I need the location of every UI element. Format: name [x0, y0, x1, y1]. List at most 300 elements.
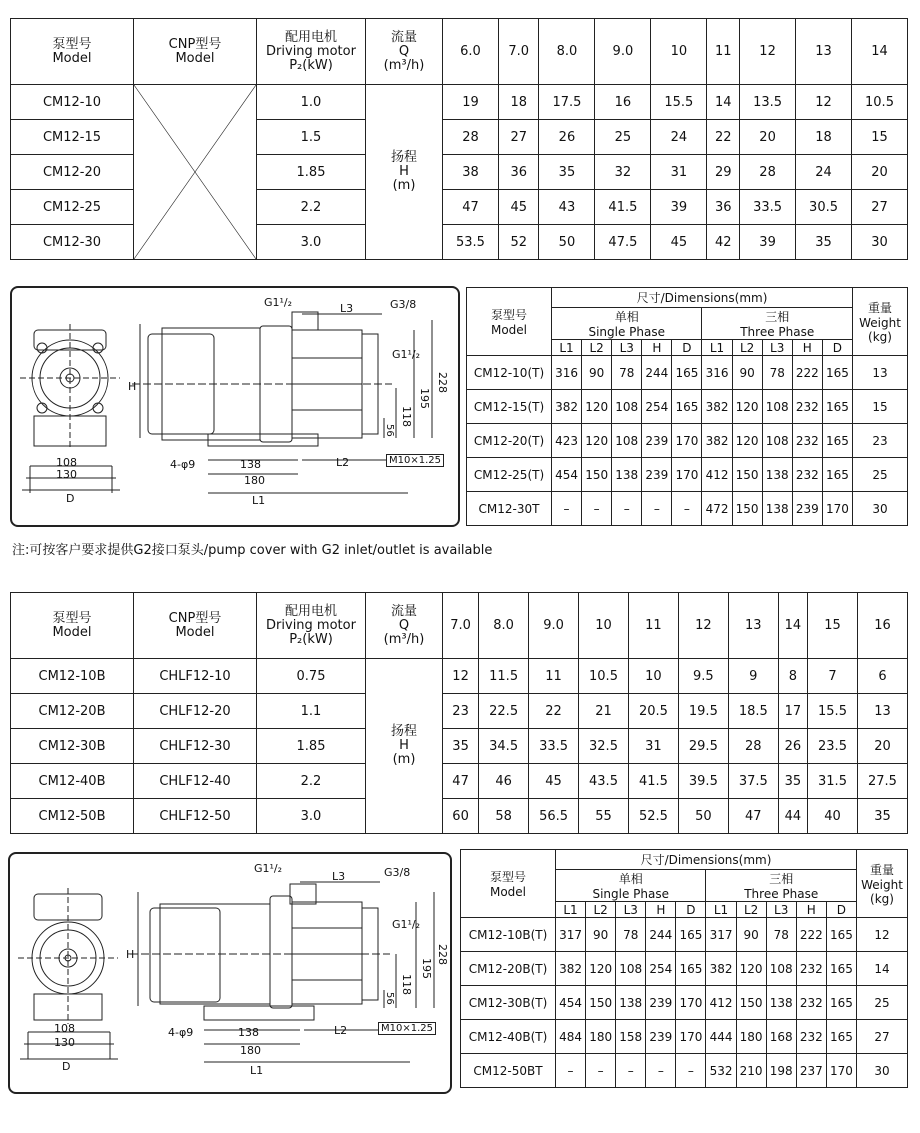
table-row	[467, 458, 908, 492]
head-value: 15	[852, 120, 908, 155]
head-value: 20	[852, 155, 908, 190]
dim-value: 150	[582, 458, 612, 492]
table-row	[467, 390, 908, 424]
head-value: 24	[651, 120, 707, 155]
dim-value: 78	[766, 918, 796, 952]
dim-value: 382	[702, 390, 732, 424]
table-row	[11, 764, 908, 799]
head-value: 45	[529, 764, 579, 799]
cross-out-mark	[134, 85, 256, 259]
flow-value: 12	[740, 19, 796, 85]
dim-value: 254	[646, 952, 676, 986]
dim-value: 170	[826, 1054, 856, 1088]
dim-model: CM12-25(T)	[467, 458, 552, 492]
col-l3: L3	[762, 340, 792, 356]
label-d: D	[62, 1060, 71, 1073]
head-value: 41.5	[595, 190, 651, 225]
head-value: 22	[707, 120, 740, 155]
dim-value: 150	[732, 458, 762, 492]
label-phi9: 4-φ9	[168, 1026, 194, 1039]
power-cell: 2.2	[257, 190, 366, 225]
dim-value: 120	[582, 424, 612, 458]
dim-value: 382	[556, 952, 586, 986]
flow-value: 11	[707, 19, 740, 85]
head-value: 27	[498, 120, 539, 155]
head-value: 29	[707, 155, 740, 190]
head-value: 34.5	[479, 729, 529, 764]
cnp-cell: CHLF12-10	[134, 659, 257, 694]
dim-value: 165	[826, 952, 856, 986]
label-h: H	[126, 948, 135, 961]
model-header: 泵型号 Model	[11, 19, 134, 85]
weight-value: 14	[857, 952, 908, 986]
model-cell: CM12-15	[11, 120, 134, 155]
dim-model: CM12-10(T)	[467, 356, 552, 390]
col-d: D	[676, 902, 706, 918]
model-cell: CM12-25	[11, 190, 134, 225]
dim-value: 150	[732, 492, 762, 526]
head-value: 37.5	[728, 764, 778, 799]
col-d: D	[822, 340, 852, 356]
dim-model: CM12-10B(T)	[461, 918, 556, 952]
dim-value: 170	[676, 986, 706, 1020]
label-130: 130	[54, 1036, 75, 1049]
dim-value: 239	[792, 492, 822, 526]
weight-value: 15	[853, 390, 908, 424]
dim-value: 170	[672, 458, 702, 492]
table-row	[11, 799, 908, 834]
cnp-cell: CHLF12-20	[134, 694, 257, 729]
dim-value: 158	[616, 1020, 646, 1054]
label-228: 228	[436, 944, 449, 965]
dim-value: 170	[822, 492, 852, 526]
col-h: H	[796, 902, 826, 918]
head-label: 扬程 H (m)	[366, 85, 443, 260]
weight-value: 27	[857, 1020, 908, 1054]
head-value: 47	[728, 799, 778, 834]
dim-value: –	[676, 1054, 706, 1088]
dim-value: 165	[822, 390, 852, 424]
flow-header: 流量 Q (m³/h)	[366, 19, 443, 85]
dim-value: 108	[762, 424, 792, 458]
dim-model-header: 泵型号 Model	[461, 850, 556, 918]
dim-value: 239	[642, 458, 672, 492]
head-value: 27.5	[857, 764, 907, 799]
head-value: 39.5	[678, 764, 728, 799]
cnp-header: CNP型号 Model	[134, 593, 257, 659]
dim-value: 120	[582, 390, 612, 424]
dim-value: 165	[826, 986, 856, 1020]
head-value: 46	[479, 764, 529, 799]
dim-value: –	[586, 1054, 616, 1088]
label-h: H	[128, 380, 137, 393]
label-l2: L2	[334, 1024, 348, 1037]
dimensions-header: 尺寸/Dimensions(mm)	[556, 850, 857, 870]
dim-value: 138	[612, 458, 642, 492]
dim-value: 108	[612, 390, 642, 424]
weight-header: 重量 Weight (kg)	[857, 850, 908, 918]
motor-header: 配用电机 Driving motor P₂(kW)	[257, 593, 366, 659]
power-cell: 3.0	[257, 799, 366, 834]
dim-value: –	[672, 492, 702, 526]
head-value: 7	[808, 659, 858, 694]
note-text: 注:可按客户要求提供G2接口泵头/pump cover with G2 inlet/outlet is available	[12, 543, 493, 558]
label-138: 138	[240, 458, 261, 471]
label-g38: G3/8	[384, 866, 411, 879]
dim-value: 120	[586, 952, 616, 986]
head-value: 52	[498, 225, 539, 260]
head-value: 24	[796, 155, 852, 190]
table-row	[11, 85, 908, 120]
label-56: 56	[384, 992, 395, 1005]
col-l2: L2	[586, 902, 616, 918]
table-row	[461, 1054, 908, 1088]
head-value: 8	[778, 659, 807, 694]
cnp-cell: CHLF12-30	[134, 729, 257, 764]
pump-outline-drawing	[10, 854, 450, 1092]
label-g1b: G1¹/₂	[392, 918, 421, 931]
table-row	[461, 918, 908, 952]
dim-value: 165	[672, 356, 702, 390]
single-phase-header: 单相 Single Phase	[556, 870, 706, 902]
table-row	[11, 694, 908, 729]
head-value: 15.5	[651, 85, 707, 120]
dim-value: –	[616, 1054, 646, 1088]
dim-model: CM12-20B(T)	[461, 952, 556, 986]
head-value: 23.5	[808, 729, 858, 764]
flow-value: 14	[778, 593, 807, 659]
head-value: 47	[443, 190, 499, 225]
flow-value: 11	[628, 593, 678, 659]
motor-header: 配用电机 Driving motor P₂(kW)	[257, 19, 366, 85]
head-value: 21	[579, 694, 629, 729]
dim-value: 222	[792, 356, 822, 390]
dim-value: 198	[766, 1054, 796, 1088]
flow-value: 8.0	[539, 19, 595, 85]
table-row	[461, 952, 908, 986]
head-value: 18	[796, 120, 852, 155]
dim-value: 484	[556, 1020, 586, 1054]
dim-value: 170	[672, 424, 702, 458]
power-cell: 0.75	[257, 659, 366, 694]
table-row	[461, 986, 908, 1020]
head-value: 12	[796, 85, 852, 120]
table-row	[461, 1020, 908, 1054]
head-value: 10.5	[852, 85, 908, 120]
dim-value: –	[612, 492, 642, 526]
flow-value: 14	[852, 19, 908, 85]
dim-value: 165	[822, 356, 852, 390]
cnp-cell: CHLF12-50	[134, 799, 257, 834]
col-l1: L1	[552, 340, 582, 356]
dim-model: CM12-30B(T)	[461, 986, 556, 1020]
dim-value: 472	[702, 492, 732, 526]
table-row	[467, 356, 908, 390]
label-d: D	[66, 492, 75, 505]
model-cell: CM12-40B	[11, 764, 134, 799]
dim-value: 237	[796, 1054, 826, 1088]
head-value: 27	[852, 190, 908, 225]
col-l1: L1	[706, 902, 736, 918]
dim-value: 170	[676, 1020, 706, 1054]
dim-value: 150	[586, 986, 616, 1020]
col-l2: L2	[732, 340, 762, 356]
label-138: 138	[238, 1026, 259, 1039]
col-l3: L3	[612, 340, 642, 356]
head-value: 35	[778, 764, 807, 799]
dim-value: 316	[552, 356, 582, 390]
head-value: 18.5	[728, 694, 778, 729]
dim-value: 138	[762, 492, 792, 526]
head-value: 23	[443, 694, 479, 729]
performance-table-1	[10, 18, 908, 260]
head-value: 40	[808, 799, 858, 834]
head-value: 20	[740, 120, 796, 155]
head-value: 43	[539, 190, 595, 225]
power-cell: 1.85	[257, 155, 366, 190]
cnp-empty-cell	[134, 85, 257, 260]
head-value: 47.5	[595, 225, 651, 260]
dim-value: 244	[646, 918, 676, 952]
head-value: 30.5	[796, 190, 852, 225]
label-180: 180	[244, 474, 265, 487]
dim-model: CM12-30T	[467, 492, 552, 526]
head-value: 41.5	[628, 764, 678, 799]
flow-value: 8.0	[479, 593, 529, 659]
weight-value: 12	[857, 918, 908, 952]
head-value: 16	[595, 85, 651, 120]
label-108: 108	[56, 456, 77, 469]
label-195: 195	[418, 388, 431, 409]
dim-value: 90	[736, 918, 766, 952]
dim-value: 90	[586, 918, 616, 952]
head-value: 19.5	[678, 694, 728, 729]
col-l3: L3	[616, 902, 646, 918]
head-value: 9	[728, 659, 778, 694]
dim-value: 412	[706, 986, 736, 1020]
head-value: 31.5	[808, 764, 858, 799]
head-value: 44	[778, 799, 807, 834]
label-m10: M10×1.25	[378, 1022, 436, 1035]
label-l3: L3	[340, 302, 354, 315]
dim-value: –	[646, 1054, 676, 1088]
dim-value: 165	[672, 390, 702, 424]
dim-value: –	[582, 492, 612, 526]
dim-value: 382	[702, 424, 732, 458]
dim-value: 412	[702, 458, 732, 492]
power-cell: 3.0	[257, 225, 366, 260]
head-value: 26	[778, 729, 807, 764]
dim-value: 244	[642, 356, 672, 390]
dim-value: 532	[706, 1054, 736, 1088]
dimensions-header: 尺寸/Dimensions(mm)	[552, 288, 853, 308]
head-value: 11	[529, 659, 579, 694]
label-g1b: G1¹/₂	[392, 348, 421, 361]
flow-header: 流量 Q (m³/h)	[366, 593, 443, 659]
dim-value: 90	[582, 356, 612, 390]
dim-value: 108	[766, 952, 796, 986]
dim-value: 90	[732, 356, 762, 390]
head-value: 15.5	[808, 694, 858, 729]
model-cell: CM12-20B	[11, 694, 134, 729]
weight-header: 重量 Weight (kg)	[853, 288, 908, 356]
head-value: 18	[498, 85, 539, 120]
dim-value: 108	[616, 952, 646, 986]
flow-value: 7.0	[498, 19, 539, 85]
dim-value: 120	[732, 424, 762, 458]
col-l2: L2	[582, 340, 612, 356]
head-value: 53.5	[443, 225, 499, 260]
flow-value: 13	[796, 19, 852, 85]
dim-model: CM12-40B(T)	[461, 1020, 556, 1054]
label-phi9: 4-φ9	[170, 458, 196, 471]
dim-value: 317	[556, 918, 586, 952]
power-cell: 1.5	[257, 120, 366, 155]
head-value: 36	[498, 155, 539, 190]
dim-value: 165	[826, 1020, 856, 1054]
dim-model: CM12-50BT	[461, 1054, 556, 1088]
model-cell: CM12-10B	[11, 659, 134, 694]
label-228: 228	[436, 372, 449, 393]
head-value: 22.5	[479, 694, 529, 729]
dim-value: 232	[792, 424, 822, 458]
head-value: 38	[443, 155, 499, 190]
model-header: 泵型号 Model	[11, 593, 134, 659]
label-g1: G1¹/₂	[254, 862, 283, 875]
label-195: 195	[420, 958, 433, 979]
head-value: 52.5	[628, 799, 678, 834]
label-g1: G1¹/₂	[264, 296, 293, 309]
weight-value: 13	[853, 356, 908, 390]
flow-value: 9.0	[595, 19, 651, 85]
head-value: 32	[595, 155, 651, 190]
label-118: 118	[400, 974, 413, 995]
head-value: 28	[740, 155, 796, 190]
head-value: 43.5	[579, 764, 629, 799]
head-value: 25	[595, 120, 651, 155]
power-cell: 1.85	[257, 729, 366, 764]
col-h: H	[642, 340, 672, 356]
dim-value: –	[552, 492, 582, 526]
three-phase-header: 三相 Three Phase	[706, 870, 857, 902]
head-value: 39	[740, 225, 796, 260]
head-value: 28	[443, 120, 499, 155]
dim-value: 78	[762, 356, 792, 390]
dim-model: CM12-20(T)	[467, 424, 552, 458]
dim-value: 454	[556, 986, 586, 1020]
single-phase-header: 单相 Single Phase	[552, 308, 702, 340]
dim-value: 232	[796, 986, 826, 1020]
col-l3: L3	[766, 902, 796, 918]
head-value: 31	[651, 155, 707, 190]
dim-value: –	[556, 1054, 586, 1088]
flow-value: 16	[857, 593, 907, 659]
head-value: 31	[628, 729, 678, 764]
dim-value: 138	[766, 986, 796, 1020]
flow-value: 9.0	[529, 593, 579, 659]
head-value: 20	[857, 729, 907, 764]
head-value: 29.5	[678, 729, 728, 764]
head-value: 10.5	[579, 659, 629, 694]
label-118: 118	[400, 406, 413, 427]
head-value: 35	[539, 155, 595, 190]
dim-model-header: 泵型号 Model	[467, 288, 552, 356]
flow-value: 7.0	[443, 593, 479, 659]
dim-value: 232	[792, 390, 822, 424]
head-value: 13	[857, 694, 907, 729]
flow-value: 10	[651, 19, 707, 85]
head-value: 28	[728, 729, 778, 764]
dim-value: 165	[822, 458, 852, 492]
weight-value: 25	[857, 986, 908, 1020]
head-value: 12	[443, 659, 479, 694]
label-m10: M10×1.25	[386, 454, 444, 467]
dim-value: 150	[736, 986, 766, 1020]
weight-value: 25	[853, 458, 908, 492]
head-value: 20.5	[628, 694, 678, 729]
dim-value: 317	[706, 918, 736, 952]
cnp-header: CNP型号 Model	[134, 19, 257, 85]
dim-value: 239	[642, 424, 672, 458]
dim-value: 222	[796, 918, 826, 952]
model-cell: CM12-20	[11, 155, 134, 190]
dim-value: 168	[766, 1020, 796, 1054]
head-value: 55	[579, 799, 629, 834]
head-value: 9.5	[678, 659, 728, 694]
head-value: 47	[443, 764, 479, 799]
dim-value: 239	[646, 986, 676, 1020]
flow-value: 6.0	[443, 19, 499, 85]
head-value: 39	[651, 190, 707, 225]
dim-value: 165	[676, 952, 706, 986]
dim-value: 232	[796, 1020, 826, 1054]
col-d: D	[672, 340, 702, 356]
head-value: 45	[498, 190, 539, 225]
head-value: 26	[539, 120, 595, 155]
dim-value: 165	[676, 918, 706, 952]
dim-value: 78	[616, 918, 646, 952]
head-value: 11.5	[479, 659, 529, 694]
pump-drawing-2	[8, 852, 452, 1094]
head-value: 35	[796, 225, 852, 260]
dim-value: 108	[612, 424, 642, 458]
dim-value: 180	[736, 1020, 766, 1054]
head-value: 42	[707, 225, 740, 260]
power-cell: 1.0	[257, 85, 366, 120]
model-cell: CM12-50B	[11, 799, 134, 834]
label-108: 108	[54, 1022, 75, 1035]
dim-value: 120	[736, 952, 766, 986]
dim-value: 232	[792, 458, 822, 492]
dim-value: 165	[822, 424, 852, 458]
dim-value: 316	[702, 356, 732, 390]
head-value: 56.5	[529, 799, 579, 834]
dim-model: CM12-15(T)	[467, 390, 552, 424]
flow-value: 10	[579, 593, 629, 659]
dim-value: 382	[552, 390, 582, 424]
dim-value: 254	[642, 390, 672, 424]
head-value: 14	[707, 85, 740, 120]
head-value: 17	[778, 694, 807, 729]
power-cell: 1.1	[257, 694, 366, 729]
dim-value: 239	[646, 1020, 676, 1054]
head-value: 36	[707, 190, 740, 225]
model-cell: CM12-10	[11, 85, 134, 120]
head-value: 60	[443, 799, 479, 834]
head-value: 45	[651, 225, 707, 260]
label-l1: L1	[250, 1064, 264, 1077]
head-value: 33.5	[529, 729, 579, 764]
